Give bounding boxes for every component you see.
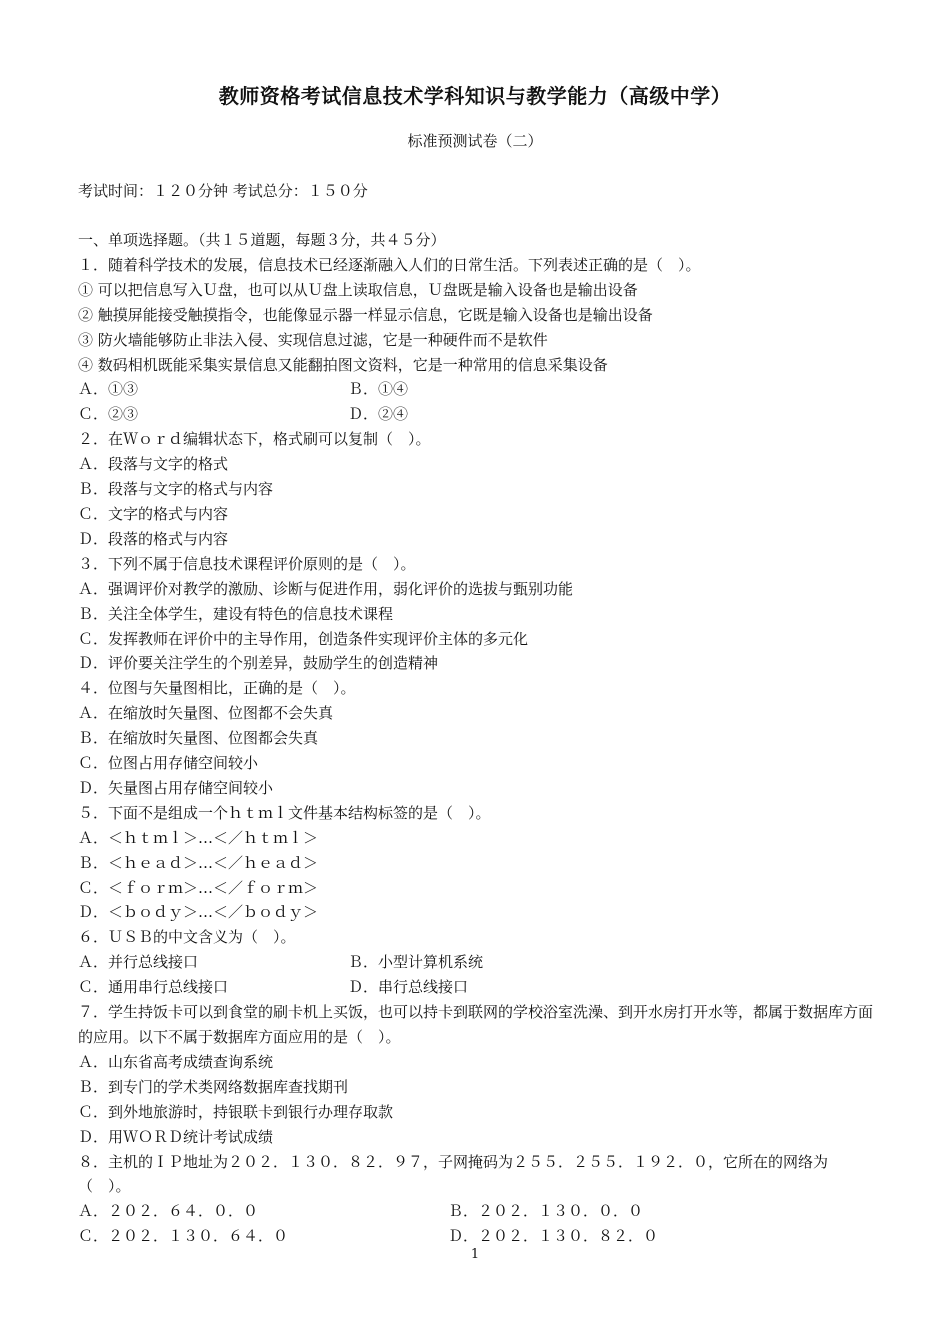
- option-b: Ｂ．关注全体学生，建设有特色的信息技术课程: [78, 604, 394, 623]
- question-stem: ８．主机的ＩＰ地址为２０２．１３０．８２．９７，子网掩码为２５５．２５５．１９２．０，它所在的网络为（ ）。: [78, 1152, 829, 1196]
- question-stem: １．随着科学技术的发展，信息技术已经逐渐融入人们的日常生活。下列表述正确的是（ ）。: [78, 255, 701, 274]
- option-a: Ａ．山东省高考成绩查询系统: [78, 1052, 274, 1071]
- question-3: [78, 552, 878, 677]
- option-d: Ｄ．段落的格式与内容: [78, 529, 229, 548]
- option-a: Ａ．２０２．６４．０．０: [78, 1202, 259, 1221]
- option-row: [78, 402, 878, 427]
- document-title: 教师资格考试信息技术学科知识与教学能力（高级中学）: [218, 84, 732, 108]
- question-stem: ４．位图与矢量图相比，正确的是（ ）。: [78, 679, 356, 698]
- option-a: Ａ．在缩放时矢量图、位图都不会失真: [78, 704, 334, 723]
- option-a: Ａ．①③: [78, 380, 139, 399]
- option-b: Ｂ．①④: [348, 380, 409, 399]
- question-list: [78, 228, 878, 1249]
- option-d: Ｄ．用ＷＯＲＤ统计考试成绩: [78, 1127, 274, 1146]
- option-c: Ｃ．＜ｆｏｒｍ＞…＜／ｆｏｒｍ＞: [78, 878, 319, 897]
- option-b: Ｂ．＜ｈｅａｄ＞…＜／ｈｅａｄ＞: [78, 853, 319, 872]
- option-row: [78, 975, 878, 1000]
- option-a: Ａ．＜ｈｔｍｌ＞…＜／ｈｔｍｌ＞: [78, 828, 319, 847]
- option-a: Ａ．并行总线接口: [78, 953, 199, 972]
- question-2: [78, 427, 878, 552]
- option-d: Ｄ．评价要关注学生的个别差异，鼓励学生的创造精神: [78, 654, 439, 673]
- statement: ③ 防火墙能够防止非法入侵、实现信息过滤，它是一种硬件而不是软件: [78, 330, 548, 349]
- option-b: Ｂ．小型计算机系统: [348, 953, 484, 972]
- option-row: [78, 950, 878, 975]
- option-d: Ｄ．＜ｂｏｄｙ＞…＜／ｂｏｄｙ＞: [78, 903, 319, 922]
- question-6: [78, 925, 878, 1000]
- statement: ① 可以把信息写入Ｕ盘，也可以从Ｕ盘上读取信息，Ｕ盘既是输入设备也是输出设备: [78, 280, 638, 299]
- question-5: [78, 801, 878, 926]
- option-d: Ｄ．②④: [348, 405, 409, 424]
- option-c: Ｃ．通用串行总线接口: [78, 978, 229, 997]
- section-heading: 一、单项选择题。（共１５道题，每题３分，共４５分）: [78, 231, 446, 249]
- question-stem: ６．ＵＳＢ的中文含义为（ ）。: [78, 928, 296, 947]
- option-d: Ｄ．串行总线接口: [348, 978, 469, 997]
- option-d: Ｄ．矢量图占用存储空间较小: [78, 778, 274, 797]
- option-a: Ａ．强调评价对教学的激励、诊断与促进作用，弱化评价的选拔与甄别功能: [78, 579, 574, 598]
- question-8: [78, 1150, 878, 1250]
- option-c: Ｃ．发挥教师在评价中的主导作用，创造条件实现评价主体的多元化: [78, 629, 529, 648]
- question-stem: ３．下列不属于信息技术课程评价原则的是（ ）。: [78, 554, 416, 573]
- question-stem: ２．在Ｗｏｒｄ编辑状态下，格式刷可以复制（ ）。: [78, 430, 431, 449]
- option-row: [78, 1224, 878, 1249]
- question-7: [78, 1000, 878, 1149]
- option-row: [78, 377, 878, 402]
- statement: ④ 数码相机既能采集实景信息又能翻拍图文资料，它是一种常用的信息采集设备: [78, 355, 608, 374]
- option-d: Ｄ．２０２．１３０．８２．０: [448, 1227, 659, 1246]
- question-1: [78, 253, 878, 427]
- option-c: Ｃ．２０２．１３０．６４．０: [78, 1227, 289, 1246]
- option-row: [78, 1199, 878, 1224]
- option-c: Ｃ．到外地旅游时，持银联卡到银行办理存取款: [78, 1102, 394, 1121]
- question-stem: ７．学生持饭卡可以到食堂的刷卡机上买饭，也可以持卡到联网的学校浴室洗澡、到开水房打开水等，都属于数据库方面的应用。以下不属于数据库方面应用的是（ ）。: [78, 1003, 874, 1046]
- document-subtitle: 标准预测试卷（二）: [407, 132, 543, 150]
- option-b: Ｂ．到专门的学术类网络数据库查找期刊: [78, 1077, 349, 1096]
- exam-info: 考试时间：１２０分钟 考试总分：１５０分: [78, 182, 368, 200]
- option-c: Ｃ．位图占用存储空间较小: [78, 754, 259, 773]
- option-b: Ｂ．２０２．１３０．０．０: [448, 1202, 644, 1221]
- option-b: Ｂ．段落与文字的格式与内容: [78, 480, 274, 499]
- question-stem: ５．下面不是组成一个ｈｔｍｌ文件基本结构标签的是（ ）。: [78, 803, 491, 822]
- option-a: Ａ．段落与文字的格式: [78, 455, 229, 474]
- question-4: [78, 676, 878, 801]
- statement: ② 触摸屏能接受触摸指令，也能像显示器一样显示信息，它既是输入设备也是输出设备: [78, 305, 653, 324]
- option-c: Ｃ．文字的格式与内容: [78, 504, 229, 523]
- page-number: 1: [470, 1247, 480, 1262]
- option-b: Ｂ．在缩放时矢量图、位图都会失真: [78, 729, 319, 748]
- option-c: Ｃ．②③: [78, 405, 139, 424]
